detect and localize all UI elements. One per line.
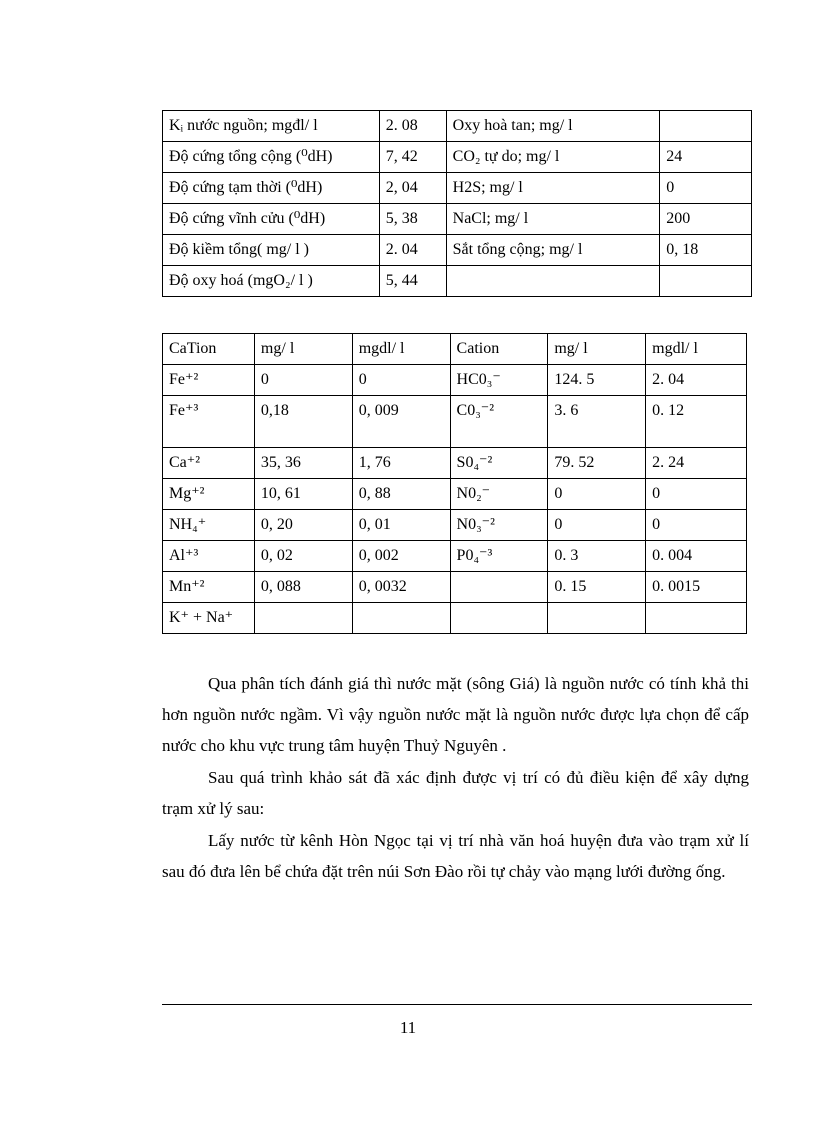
table-cell [254,603,352,634]
column-header: mgdl/ l [646,334,747,365]
table-cell: 1, 76 [352,448,450,479]
table-cell: N0₃⁻² [450,510,548,541]
table-cell: 3. 6 [548,396,646,448]
table-cell: 0, 20 [254,510,352,541]
table-row [163,365,747,396]
table-cell: 0 [646,479,747,510]
table-row [163,603,747,634]
table-cell: Fe⁺³ [163,396,255,448]
body-paragraph: Lấy nước từ kênh Hòn Ngọc tại vị trí nhà văn hoá huyện đưa vào trạm xử lí sau đó đưa lên bể chứa đặt trên núi Sơn Đào rồi tự chảy vào mạng lưới đường ống. [162,831,749,881]
table-cell: Độ kiềm tổng( mg/ l ) [163,235,380,266]
table-row [163,266,752,297]
table-cell: H2S; mg/ l [446,173,660,204]
table-cell: 7, 42 [379,142,446,173]
table-row [163,448,747,479]
table-cell: 0, 002 [352,541,450,572]
table-cell: 0, 02 [254,541,352,572]
table-cell: NH₄⁺ [163,510,255,541]
table-cell: 0, 18 [660,235,752,266]
table-cell: 2. 04 [379,235,446,266]
table-cell [446,266,660,297]
table-cell [548,603,646,634]
table-cell: 0. 004 [646,541,747,572]
table-cell: C0₃⁻² [450,396,548,448]
table-row [163,235,752,266]
table-cell: NaCl; mg/ l [446,204,660,235]
table-row [163,479,747,510]
table-cell: 0. 0015 [646,572,747,603]
water-quality-table [162,110,752,297]
table-cell: P0₄⁻³ [450,541,548,572]
table-cell: 0. 15 [548,572,646,603]
page-number: 11 [399,1018,417,1037]
table-cell [660,111,752,142]
column-header: mg/ l [254,334,352,365]
table-cell [450,572,548,603]
table-cell: 2. 24 [646,448,747,479]
table-cell: 0, 009 [352,396,450,448]
table-header-row [163,334,747,365]
table-row [163,142,752,173]
table-row [163,204,752,235]
table-cell: 0 [254,365,352,396]
table-cell: 0, 088 [254,572,352,603]
table-cell: Al⁺³ [163,541,255,572]
column-header: Cation [450,334,548,365]
table-cell: 2, 04 [379,173,446,204]
table-cell: Kᵢ nước nguồn; mgđl/ l [163,111,380,142]
table-cell: Độ oxy hoá (mgO₂/ l ) [163,266,380,297]
table-cell: HC0₃⁻ [450,365,548,396]
table-cell: Oxy hoà tan; mg/ l [446,111,660,142]
table-row [163,541,747,572]
table-cell: 0 [548,479,646,510]
ion-table [162,333,747,634]
footer-divider [162,1004,752,1005]
table-row [163,396,747,448]
table-cell: K⁺ + Na⁺ [163,603,255,634]
table-cell [352,603,450,634]
table-cell: 79. 52 [548,448,646,479]
table-cell: CO₂ tự do; mg/ l [446,142,660,173]
table-cell: Fe⁺² [163,365,255,396]
table-cell: 5, 38 [379,204,446,235]
table-cell: Độ cứng tạm thời (⁰dH) [163,173,380,204]
table-cell: 124. 5 [548,365,646,396]
table-cell: 0 [352,365,450,396]
column-header: mgdl/ l [352,334,450,365]
table-cell [660,266,752,297]
table-row [163,173,752,204]
table-cell: 0, 0032 [352,572,450,603]
table-cell: 5, 44 [379,266,446,297]
table-row [163,572,747,603]
table-cell: 24 [660,142,752,173]
table-cell: 0, 88 [352,479,450,510]
table-cell: 0 [660,173,752,204]
table-cell [450,603,548,634]
table-cell: Sắt tổng cộng; mg/ l [446,235,660,266]
table-cell: 200 [660,204,752,235]
table-cell: 0, 01 [352,510,450,541]
table-cell: Độ cứng tổng cộng (⁰dH) [163,142,380,173]
table-cell: 2. 08 [379,111,446,142]
table-row [163,510,747,541]
table-cell: 0. 12 [646,396,747,448]
body-paragraph: Qua phân tích đánh giá thì nước mặt (sông Giá) là nguồn nước có tính khả thi hơn nguồn nước ngầm. Vì vậy nguồn nước mặt là nguồn nước được lựa chọn để cấp nước cho khu vực trung tâm huyện Thuỷ Nguyên . [162,674,749,755]
table-cell: 0,18 [254,396,352,448]
table-cell: Mn⁺² [163,572,255,603]
column-header: mg/ l [548,334,646,365]
column-header: CaTion [163,334,255,365]
body-paragraph: Sau quá trình khảo sát đã xác định được vị trí có đủ điều kiện để xây dựng trạm xử lý sau: [162,768,749,818]
table-cell: Mg⁺² [163,479,255,510]
table-cell: 35, 36 [254,448,352,479]
table-cell: 0. 3 [548,541,646,572]
table-cell [646,603,747,634]
table-cell: 0 [548,510,646,541]
table-cell: 0 [646,510,747,541]
table-cell: N0₂⁻ [450,479,548,510]
table-cell: S0₄⁻² [450,448,548,479]
table-cell: Độ cứng vĩnh cửu (⁰dH) [163,204,380,235]
table-cell: 10, 61 [254,479,352,510]
table-row [163,111,752,142]
table-cell: 2. 04 [646,365,747,396]
table-cell: Ca⁺² [163,448,255,479]
